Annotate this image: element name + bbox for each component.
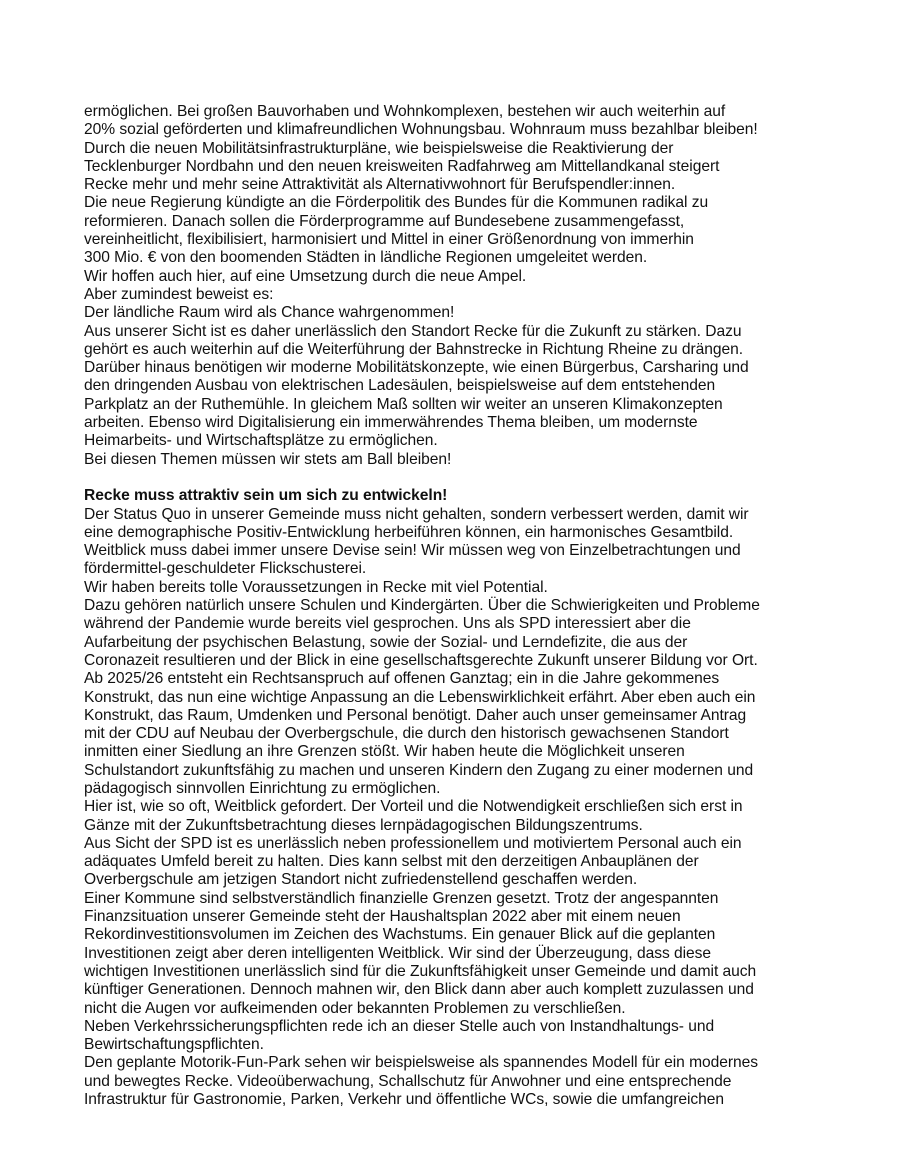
text-line: Aus Sicht der SPD ist es unerlässlich neben professionellem und motiviertem Personal auch ein [84,834,742,852]
text-line: Investitionen zeigt aber deren intelligenten Weitblick. Wir sind der Überzeugung, dass diese [84,944,712,962]
text-line: adäquates Umfeld bereit zu halten. Dies kann selbst mit den derzeitigen Anbauplänen der [84,853,699,871]
text-line: Dazu gehören natürlich unsere Schulen und Kindergärten. Über die Schwierigkeiten und Probleme [84,597,760,615]
text-line: Heimarbeits- und Wirtschaftsplätze zu ermöglichen. [84,432,438,450]
text-line: Tecklenburger Nordbahn und den neuen kreisweiten Radfahrweg am Mittellandkanal steigert [84,157,720,175]
text-line: Den geplante Motorik-Fun-Park sehen wir beispielsweise als spannendes Modell für ein modernes [84,1054,759,1072]
text-line: während der Pandemie wurde bereits viel gesprochen. Uns als SPD interessiert aber die [84,615,691,633]
text-line: künftiger Generationen. Dennoch mahnen wir, den Blick dann aber auch komplett zuzulassen und [84,981,754,999]
paragraph-spacer [84,469,824,487]
text-line: arbeiten. Ebenso wird Digitalisierung ein immerwährendes Thema bleiben, um modernste [84,414,698,432]
text-line: Aus unserer Sicht ist es daher unerlässlich den Standort Recke für die Zukunft zu stärken. Dazu [84,322,742,340]
text-line: mit der CDU auf Neubau der Overbergschule, die durch den historisch gewachsenen Standort [84,725,729,743]
text-line: Konstrukt, das nun eine wichtige Anpassung an die Lebenswirklichkeit erfährt. Aber eben auch ein [84,688,756,706]
text-line: Recke mehr und mehr seine Attraktivität als Alternativwohnort für Berufspendler:innen. [84,176,676,194]
text-line: Coronazeit resultieren und der Blick in eine gesellschaftsgerechte Zukunft unserer Bildung vor Ort. [84,651,758,669]
text-line: Aber zumindest beweist es: [84,285,274,303]
text-line: Infrastruktur für Gastronomie, Parken, Verkehr und öffentliche WCs, sowie die umfangreichen [84,1091,725,1109]
text-line: Konstrukt, das Raum, Umdenken und Personal benötigt. Daher auch unser gemeinsamer Antrag [84,706,747,724]
text-line: Neben Verkehrssicherungspflichten rede ich an dieser Stelle auch von Instandhaltungs- und [84,1017,715,1035]
text-line: Durch die neuen Mobilitätsinfrastrukturpläne, wie beispielsweise die Reaktivierung der [84,139,674,157]
text-line: Finanzsituation unserer Gemeinde steht der Haushaltsplan 2022 aber mit einem neuen [84,908,681,926]
text-line: Schulstandort zukunftsfähig zu machen und unseren Kindern den Zugang zu einer modernen und [84,761,754,779]
text-line: Bewirtschaftungspflichten. [84,1036,264,1054]
text-line: Darüber hinaus benötigen wir moderne Mobilitätskonzepte, wie einen Bürgerbus, Carsharing und [84,359,749,377]
text-line: ermöglichen. Bei großen Bauvorhaben und Wohnkomplexen, bestehen wir auch weiterhin auf [84,103,726,120]
text-line: wichtigen Investitionen unerlässlich sind für die Zukunftsfähigkeit unser Gemeinde und damit auch [84,962,757,980]
text-line: 300 Mio. € von den boomenden Städten in ländliche Regionen umgeleitet werden. [84,249,648,267]
text-line: Einer Kommune sind selbstverständlich finanzielle Grenzen gesetzt. Trotz der angespannten [84,889,719,907]
text-line: Die neue Regierung kündigte an die Förderpolitik des Bundes für die Kommunen radikal zu [84,194,709,212]
section-heading: Recke muss attraktiv sein um sich zu entwickeln! [84,487,448,505]
document-page [84,103,824,1109]
text-line: Bei diesen Themen müssen wir stets am Ball bleiben! [84,450,452,468]
text-line: eine demographische Positiv-Entwicklung herbeiführen können, ein harmonisches Gesamtbild. [84,523,734,541]
text-line: Aufarbeitung der psychischen Belastung, sowie der Sozial- und Lerndefizite, die aus der [84,633,688,651]
text-line: pädagogisch sinnvollen Einrichtung zu ermöglichen. [84,779,441,797]
text-line: nicht die Augen vor aufkeimenden oder bekannten Problemen zu verschließen. [84,999,626,1017]
text-line: inmitten einer Siedlung an ihre Grenzen stößt. Wir haben heute die Möglichkeit unseren [84,743,685,761]
paragraph-block-2 [84,506,824,1110]
text-line: Der Status Quo in unserer Gemeinde muss nicht gehalten, sondern verbessert werden, damit wir [84,505,749,523]
text-line: Rekordinvestitionsvolumen im Zeichen des Wachstums. Ein genauer Blick auf die geplanten [84,926,716,944]
text-line: 20% sozial geförderten und klimafreundlichen Wohnungsbau. Wohnraum muss bezahlbar bleiben! [84,121,758,139]
text-line: reformieren. Danach sollen die Förderprogramme auf Bundesebene zusammengefasst, [84,212,685,230]
text-line: Hier ist, wie so oft, Weitblick gefordert. Der Vorteil und die Notwendigkeit erschließen sich erst in [84,798,743,816]
text-line: Wir hoffen auch hier, auf eine Umsetzung durch die neue Ampel. [84,267,527,285]
text-line: den dringenden Ausbau von elektrischen Ladesäulen, beispielsweise auf dem entstehenden [84,377,716,395]
text-line: Weitblick muss dabei immer unsere Devise sein! Wir müssen weg von Einzelbetrachtungen und [84,542,741,560]
text-line: Wir haben bereits tolle Voraussetzungen in Recke mit viel Potential. [84,578,548,596]
text-line: gehört es auch weiterhin auf die Weiterführung der Bahnstrecke in Richtung Rheine zu drängen. [84,340,744,358]
text-line: Overbergschule am jetzigen Standort nicht zufriedenstellend geschaffen werden. [84,871,638,889]
text-line: Ab 2025/26 entsteht ein Rechtsanspruch auf offenen Ganztag; ein in die Jahre gekommenes [84,670,720,688]
text-line: fördermittel-geschuldeter Flickschusterei. [84,560,367,578]
text-line: und bewegtes Recke. Videoüberwachung, Schallschutz für Anwohner und eine entsprechende [84,1072,732,1090]
text-line: vereinheitlicht, flexibilisiert, harmonisiert und Mittel in einer Größenordnung von immerhin [84,231,694,249]
text-line: Der ländliche Raum wird als Chance wahrgenommen! [84,304,455,322]
paragraph-block-1 [84,103,824,469]
text-line: Parkplatz an der Ruthemühle. In gleichem Maß sollten wir weiter an unseren Klimakonzepten [84,395,723,413]
text-line: Gänze mit der Zukunftsbetrachtung dieses lernpädagogischen Bildungszentrums. [84,816,643,834]
